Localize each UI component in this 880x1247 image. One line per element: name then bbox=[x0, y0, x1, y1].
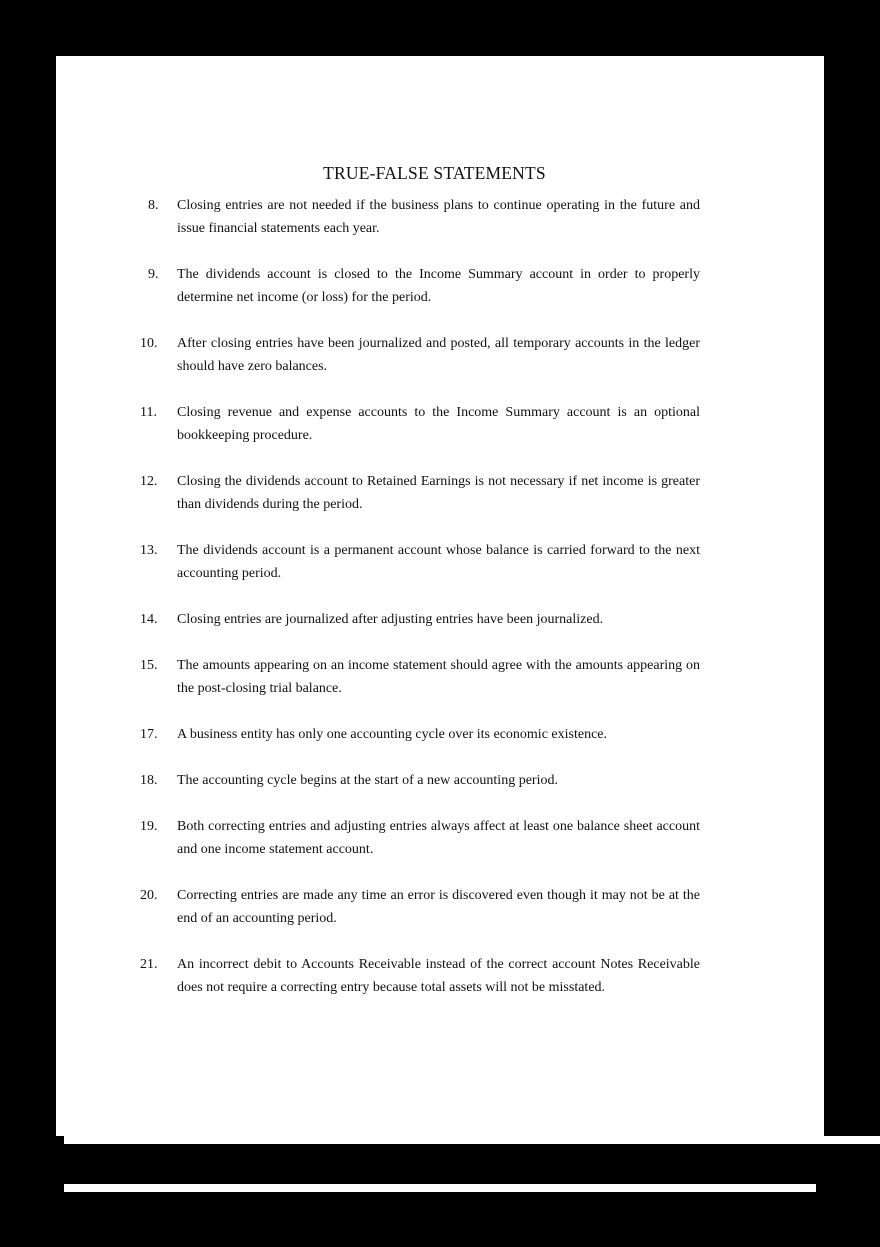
statement-item bbox=[140, 401, 700, 447]
statement-item bbox=[140, 654, 700, 700]
statement-number: 20. bbox=[140, 888, 158, 903]
statement-item bbox=[140, 470, 700, 516]
statement-item bbox=[140, 723, 700, 746]
statement-item bbox=[140, 953, 700, 999]
document-page bbox=[56, 56, 824, 1136]
statement-item bbox=[140, 884, 700, 930]
statement-number: 8. bbox=[148, 198, 159, 213]
statement-item bbox=[140, 332, 700, 378]
statement-number: 18. bbox=[140, 773, 158, 788]
statement-number: 12. bbox=[140, 474, 158, 489]
statement-number: 10. bbox=[140, 336, 158, 351]
page-title: TRUE-FALSE STATEMENTS bbox=[323, 163, 546, 183]
statement-number: 15. bbox=[140, 658, 158, 673]
statement-number: 13. bbox=[140, 543, 158, 558]
statement-text: Correcting entries are made any time an error is discovered even though it may not be at the end of an accounting period. bbox=[177, 888, 700, 926]
statement-text: An incorrect debit to Accounts Receivable instead of the correct account Notes Receivable does not require a correcting entry because total assets will not be misstated. bbox=[177, 957, 700, 995]
page-edge-strip bbox=[64, 1136, 880, 1144]
statement-number: 21. bbox=[140, 957, 158, 972]
statement-number: 17. bbox=[140, 727, 158, 742]
statement-text: After closing entries have been journalized and posted, all temporary accounts in the ledger should have zero balances. bbox=[177, 336, 700, 374]
statement-text: Both correcting entries and adjusting entries always affect at least one balance sheet account and one income statement account. bbox=[177, 819, 700, 857]
statement-item bbox=[140, 194, 700, 240]
statement-item bbox=[140, 815, 700, 861]
statement-text: Closing revenue and expense accounts to the Income Summary account is an optional bookkeeping procedure. bbox=[177, 405, 700, 443]
statement-text: Closing entries are journalized after adjusting entries have been journalized. bbox=[177, 612, 604, 627]
statement-text: The accounting cycle begins at the start of a new accounting period. bbox=[177, 773, 558, 788]
statement-item bbox=[140, 539, 700, 585]
statement-text: Closing the dividends account to Retained Earnings is not necessary if net income is greater than dividends during the period. bbox=[177, 474, 700, 512]
statement-text: Closing entries are not needed if the business plans to continue operating in the future and issue financial statements each year. bbox=[177, 198, 700, 236]
statement-number: 19. bbox=[140, 819, 158, 834]
statement-item bbox=[140, 263, 700, 309]
statement-item bbox=[140, 769, 700, 792]
statement-item bbox=[140, 608, 700, 631]
statement-number: 11. bbox=[140, 405, 157, 420]
statement-text: The dividends account is a permanent account whose balance is carried forward to the next accounting period. bbox=[177, 543, 700, 581]
statement-text: The dividends account is closed to the Income Summary account in order to properly determine net income (or loss) for the period. bbox=[177, 267, 700, 305]
statement-number: 9. bbox=[148, 267, 159, 282]
statement-text: A business entity has only one accounting cycle over its economic existence. bbox=[177, 727, 607, 742]
statement-text: The amounts appearing on an income statement should agree with the amounts appearing on the post-closing trial balance. bbox=[177, 658, 700, 696]
statement-number: 14. bbox=[140, 612, 158, 627]
page-edge-bar bbox=[64, 1184, 816, 1192]
